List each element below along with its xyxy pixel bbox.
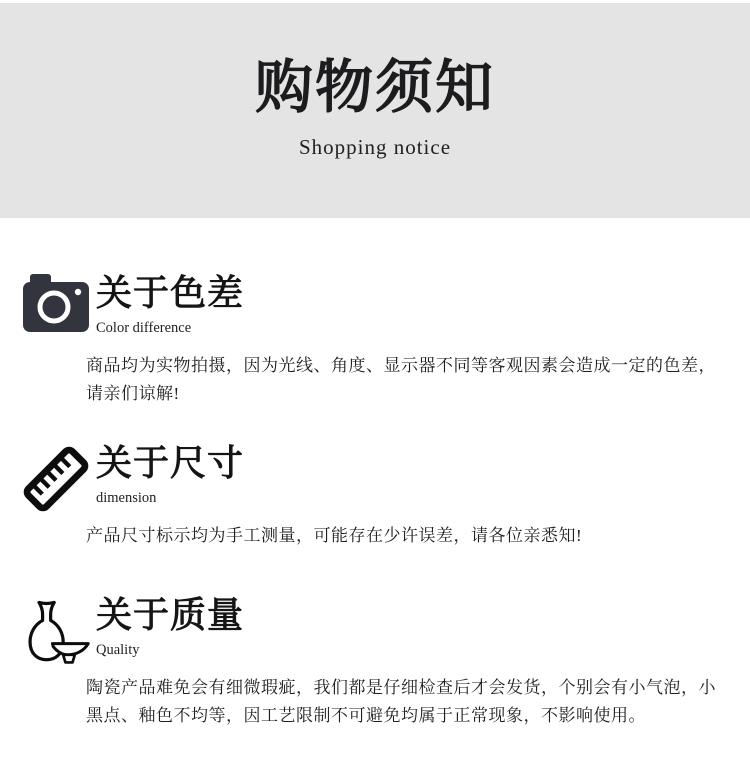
section-title: 关于质量: [96, 595, 245, 635]
section-dimension-titles: [96, 444, 244, 507]
ruler-icon: [22, 444, 90, 510]
section-dimension: [22, 444, 732, 550]
section-body-text: 产品尺寸标示均为手工测量，可能存在少许误差，请各位亲悉知!: [86, 526, 583, 545]
section-quality-head: [22, 596, 732, 662]
section-dimension-head: [22, 444, 732, 510]
page-title: 购物须知: [254, 55, 495, 120]
section-body-text: 陶瓷产品难免会有细微瑕疵，我们都是仔细检查后才会发货，个别会有小气泡，小黑点、釉色不均等，因工艺限制不可避免均属于正常现象，不影响使用。: [86, 678, 716, 725]
vase-icon: [22, 596, 90, 662]
section-title: 关于色差: [96, 273, 245, 313]
section-subtitle: dimension: [96, 489, 157, 506]
notice-sections: [0, 274, 750, 730]
section-title: 关于尺寸: [96, 443, 245, 483]
page-subtitle: Shopping notice: [298, 134, 452, 159]
section-color-difference: [22, 274, 732, 408]
section-quality: [22, 596, 732, 730]
section-body-text: 商品均为实物拍摄，因为光线、角度、显示器不同等客观因素会造成一定的色差，请亲们谅解!: [86, 356, 716, 403]
notice-header: [0, 3, 750, 218]
camera-icon: [22, 274, 90, 340]
section-color-difference-head: [22, 274, 732, 340]
section-quality-titles: [96, 596, 244, 659]
section-color-difference-titles: [96, 274, 244, 337]
section-subtitle: Color difference: [96, 319, 192, 336]
section-subtitle: Quality: [96, 641, 140, 658]
